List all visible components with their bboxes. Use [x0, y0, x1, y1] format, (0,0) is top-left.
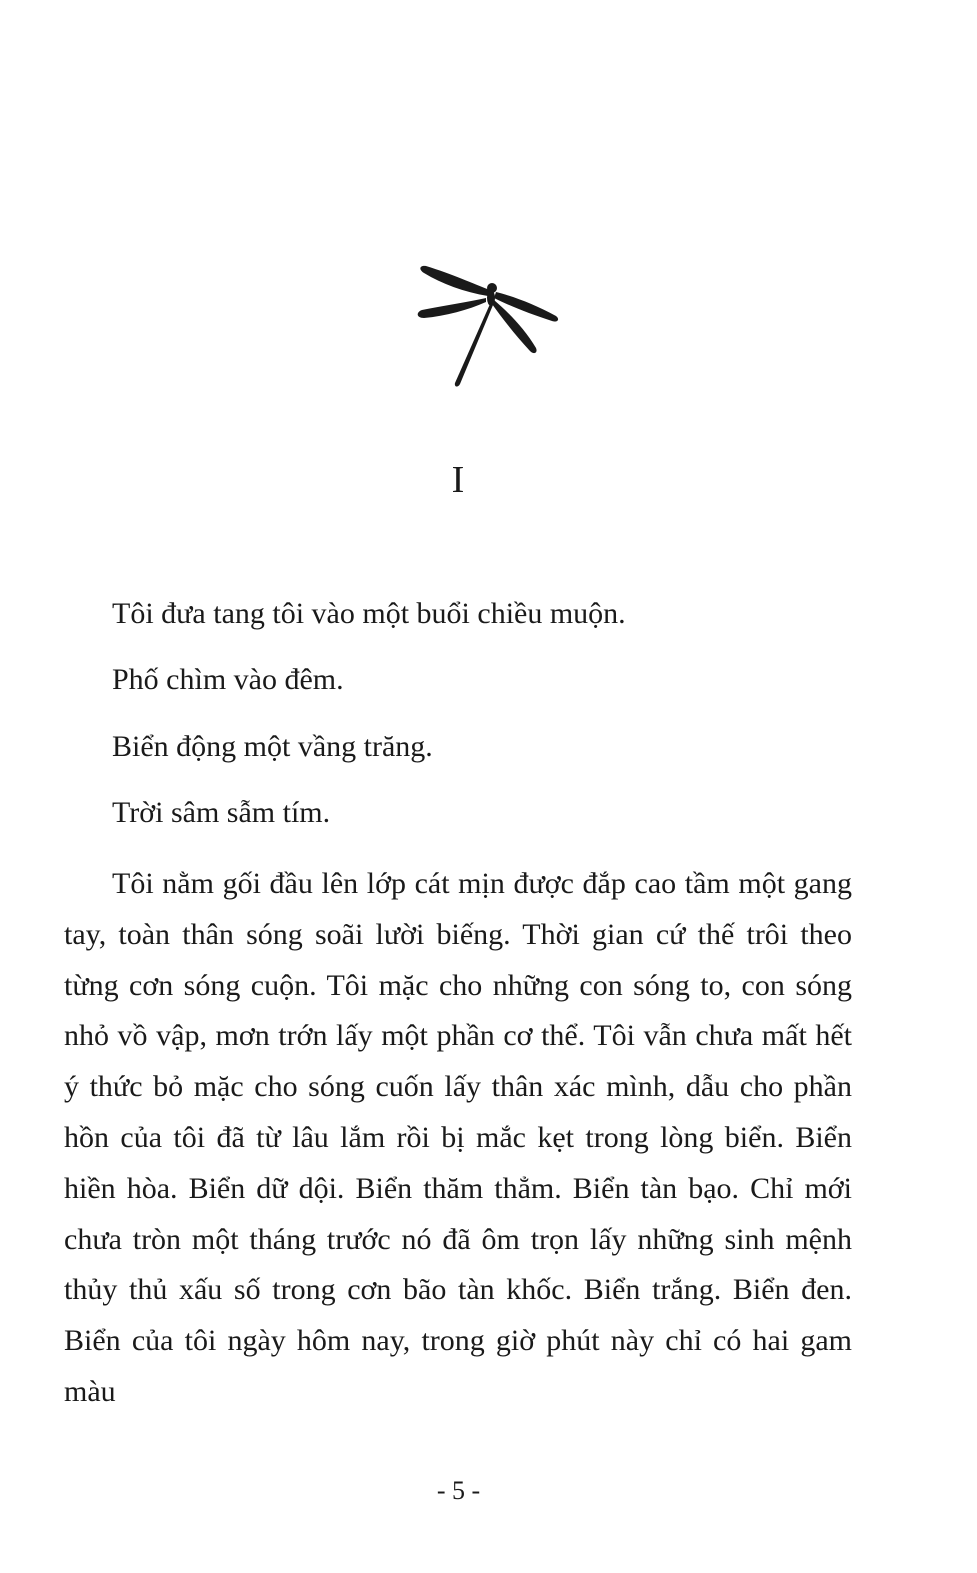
page-number: - 5 -: [436, 1476, 481, 1505]
body-paragraph: Tôi nằm gối đầu lên lớp cát mịn được đắp cao tầm một gang tay, toàn thân sóng soãi lười biếng. Thời gian cứ thế trôi theo từng cơn sóng cuộn. Tôi mặc cho những con sóng to, con sóng nhỏ vồ vập, mơn trớn lấy một phần cơ thể. Tôi vẫn chưa mất hết ý thức bỏ mặc cho sóng cuốn lấy thân xác mình, dẫu cho phần hồn của tôi đã từ lâu lắm rồi bị mắc kẹt trong lòng biển. Biển hiền hòa. Biển dữ dội. Biển thăm thẳm. Biển tàn bạo. Chỉ mới chưa tròn một tháng trước nó đã ôm trọn lấy những sinh mệnh thủy thủ xấu số trong cơn bão tàn khốc. Biển trắng. Biển đen. Biển của tôi ngày hôm nay, trong giờ phút này chỉ có hai gam màu: [64, 867, 852, 1408]
opening-line-2: Phố chìm vào đêm.: [112, 663, 344, 696]
dragonfly-icon: [412, 258, 562, 390]
chapter-numeral: I: [451, 459, 466, 501]
opening-line-3: Biển động một vầng trăng.: [112, 730, 433, 763]
opening-line-4: Trời sâm sẫm tím.: [112, 796, 331, 829]
opening-line-1: Tôi đưa tang tôi vào một buổi chiều muộn.: [112, 597, 626, 630]
